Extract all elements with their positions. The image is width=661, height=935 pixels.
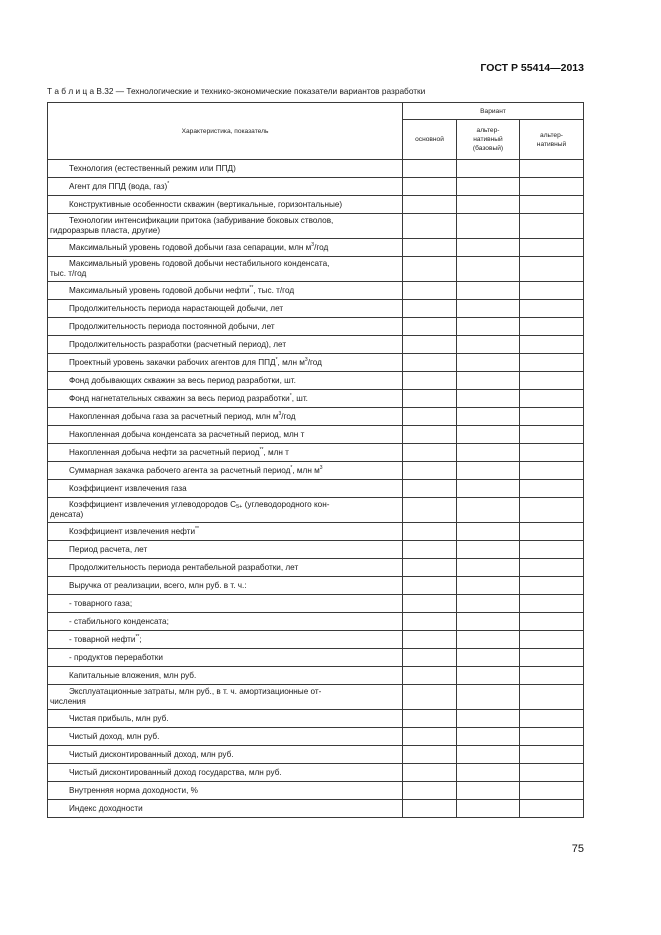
cell-alt-base [457, 613, 520, 631]
row-label: Коэффициент извлечения газа [48, 480, 403, 498]
row-label: - товарной нефти**; [48, 631, 403, 649]
cell-main [403, 372, 457, 390]
cell-alt-base [457, 728, 520, 746]
cell-alt-base [457, 318, 520, 336]
cell-main [403, 426, 457, 444]
table-row [48, 613, 584, 631]
table-row [48, 300, 584, 318]
row-label: Период расчета, лет [48, 541, 403, 559]
cell-main [403, 710, 457, 728]
cell-main [403, 336, 457, 354]
cell-main [403, 685, 457, 710]
cell-alt-base [457, 426, 520, 444]
row-label: Технологии интенсификации притока (забуривание боковых стволов, гидроразрыв пласта, другие) [48, 214, 403, 239]
table-row [48, 480, 584, 498]
cell-main [403, 160, 457, 178]
row-label: Продолжительность периода нарастающей добычи, лет [48, 300, 403, 318]
table-row [48, 764, 584, 782]
cell-alt-base [457, 196, 520, 214]
cell-alt-base [457, 160, 520, 178]
cell-alt-base [457, 559, 520, 577]
cell-alt [520, 257, 584, 282]
table-row [48, 631, 584, 649]
cell-alt [520, 408, 584, 426]
cell-alt [520, 214, 584, 239]
table-row [48, 559, 584, 577]
table-row [48, 728, 584, 746]
cell-alt-base [457, 462, 520, 480]
cell-main [403, 595, 457, 613]
cell-alt-base [457, 782, 520, 800]
table-caption: Т а б л и ц а В.32 — Технологические и технико-экономические показатели вариантов разработки [47, 86, 426, 96]
row-label: Накопленная добыча конденсата за расчетный период, млн т [48, 426, 403, 444]
cell-alt-base [457, 523, 520, 541]
cell-alt [520, 728, 584, 746]
column-header-alternative: альтер- нативный [520, 120, 584, 160]
row-label: Эксплуатационные затраты, млн руб., в т. ч. амортизационные от- числения [48, 685, 403, 710]
table-row [48, 498, 584, 523]
cell-alt-base [457, 577, 520, 595]
row-label: Выручка от реализации, всего, млн руб. в т. ч.: [48, 577, 403, 595]
cell-main [403, 444, 457, 462]
row-label: Проектный уровень закачки рабочих агентов для ППД*, млн $м^3$/год [48, 354, 403, 372]
cell-alt [520, 541, 584, 559]
cell-alt [520, 800, 584, 818]
cell-alt-base [457, 178, 520, 196]
row-label: Чистая прибыль, млн руб. [48, 710, 403, 728]
row-label: - продуктов переработки [48, 649, 403, 667]
cell-alt [520, 300, 584, 318]
table-row [48, 336, 584, 354]
cell-alt [520, 710, 584, 728]
row-label: Накопленная добыча газа за расчетный период, млн $м^3$/год [48, 408, 403, 426]
table-row [48, 390, 584, 408]
row-label: Чистый дисконтированный доход государства, млн руб. [48, 764, 403, 782]
cell-alt [520, 354, 584, 372]
cell-main [403, 728, 457, 746]
table-row [48, 196, 584, 214]
cell-alt-base [457, 444, 520, 462]
cell-main [403, 613, 457, 631]
cell-alt-base [457, 480, 520, 498]
cell-main [403, 282, 457, 300]
table-row [48, 523, 584, 541]
cell-alt [520, 764, 584, 782]
cell-alt-base [457, 372, 520, 390]
cell-alt-base [457, 685, 520, 710]
cell-alt [520, 426, 584, 444]
row-label: Максимальный уровень годовой добычи нестабильного конденсата, тыс. т/год [48, 257, 403, 282]
cell-main [403, 631, 457, 649]
row-label: Технология (естественный режим или ППД) [48, 160, 403, 178]
cell-alt [520, 498, 584, 523]
cell-main [403, 318, 457, 336]
cell-alt-base [457, 354, 520, 372]
table-row [48, 318, 584, 336]
cell-alt [520, 318, 584, 336]
cell-alt [520, 462, 584, 480]
cell-alt [520, 239, 584, 257]
cell-alt [520, 282, 584, 300]
row-label: Агент для ППД (вода, газ)* [48, 178, 403, 196]
table-row [48, 354, 584, 372]
cell-alt [520, 667, 584, 685]
cell-main [403, 462, 457, 480]
table-row [48, 541, 584, 559]
cell-main [403, 667, 457, 685]
row-label: Капитальные вложения, млн руб. [48, 667, 403, 685]
cell-alt [520, 336, 584, 354]
table-row [48, 710, 584, 728]
cell-alt-base [457, 710, 520, 728]
cell-alt [520, 613, 584, 631]
cell-main [403, 782, 457, 800]
cell-main [403, 239, 457, 257]
row-label: - стабильного конденсата; [48, 613, 403, 631]
column-header-main: основной [403, 120, 457, 160]
row-label: Конструктивные особенности скважин (вертикальные, горизонтальные) [48, 196, 403, 214]
cell-main [403, 257, 457, 282]
cell-alt-base [457, 300, 520, 318]
table-row [48, 462, 584, 480]
table-row [48, 178, 584, 196]
cell-main [403, 649, 457, 667]
cell-alt [520, 480, 584, 498]
row-label: Коэффициент извлечения нефти** [48, 523, 403, 541]
cell-alt-base [457, 746, 520, 764]
cell-main [403, 214, 457, 239]
cell-alt-base [457, 631, 520, 649]
row-label: Фонд нагнетательных скважин за весь период разработки*, шт. [48, 390, 403, 408]
cell-main [403, 577, 457, 595]
cell-main [403, 541, 457, 559]
row-label: Суммарная закачка рабочего агента за расчетный период*, млн $м^3$ [48, 462, 403, 480]
table-row [48, 746, 584, 764]
cell-main [403, 559, 457, 577]
cell-main [403, 480, 457, 498]
cell-main [403, 746, 457, 764]
column-header-indicator: Характеристика, показатель [48, 103, 403, 160]
cell-main [403, 523, 457, 541]
column-header-alternative-base: альтер- нативный (базовый) [457, 120, 520, 160]
table-row [48, 685, 584, 710]
table-row [48, 782, 584, 800]
cell-alt [520, 523, 584, 541]
cell-main [403, 196, 457, 214]
cell-alt [520, 559, 584, 577]
table-row [48, 408, 584, 426]
standard-designation: ГОСТ Р 55414—2013 [480, 62, 584, 74]
table-row [48, 160, 584, 178]
cell-main [403, 390, 457, 408]
cell-alt-base [457, 649, 520, 667]
cell-alt-base [457, 239, 520, 257]
row-label: Продолжительность периода постоянной добычи, лет [48, 318, 403, 336]
row-label: Фонд добывающих скважин за весь период разработки, шт. [48, 372, 403, 390]
page-number: 75 [571, 843, 584, 855]
column-header-variant: Вариант [403, 103, 584, 120]
cell-alt-base [457, 764, 520, 782]
cell-alt-base [457, 408, 520, 426]
table-row [48, 214, 584, 239]
table-row [48, 282, 584, 300]
row-label: Чистый дисконтированный доход, млн руб. [48, 746, 403, 764]
cell-main [403, 498, 457, 523]
table-row [48, 257, 584, 282]
row-label: Продолжительность периода рентабельной разработки, лет [48, 559, 403, 577]
cell-alt-base [457, 336, 520, 354]
row-label: Накопленная добыча нефти за расчетный период**, млн т [48, 444, 403, 462]
cell-main [403, 178, 457, 196]
cell-alt [520, 160, 584, 178]
table-row [48, 426, 584, 444]
cell-alt [520, 631, 584, 649]
table-row [48, 667, 584, 685]
row-label: Максимальный уровень годовой добычи газа сепарации, млн $м^3$/год [48, 239, 403, 257]
cell-alt [520, 444, 584, 462]
table-row [48, 649, 584, 667]
cell-alt-base [457, 214, 520, 239]
row-label: Индекс доходности [48, 800, 403, 818]
cell-main [403, 354, 457, 372]
cell-alt [520, 196, 584, 214]
indicators-table [47, 102, 584, 818]
cell-alt [520, 178, 584, 196]
cell-main [403, 300, 457, 318]
cell-alt-base [457, 667, 520, 685]
table-row [48, 444, 584, 462]
cell-alt [520, 685, 584, 710]
cell-alt-base [457, 595, 520, 613]
cell-alt [520, 649, 584, 667]
cell-alt [520, 577, 584, 595]
cell-alt-base [457, 390, 520, 408]
row-label: Продолжительность разработки (расчетный период), лет [48, 336, 403, 354]
cell-alt-base [457, 800, 520, 818]
cell-main [403, 800, 457, 818]
cell-alt-base [457, 541, 520, 559]
cell-alt-base [457, 257, 520, 282]
row-label: Внутренняя норма доходности, % [48, 782, 403, 800]
cell-main [403, 408, 457, 426]
row-label: Чистый доход, млн руб. [48, 728, 403, 746]
cell-main [403, 764, 457, 782]
table-row [48, 800, 584, 818]
table-row [48, 372, 584, 390]
cell-alt-base [457, 498, 520, 523]
cell-alt [520, 746, 584, 764]
table-row [48, 595, 584, 613]
cell-alt [520, 390, 584, 408]
row-label: - товарного газа; [48, 595, 403, 613]
cell-alt [520, 782, 584, 800]
row-label: Максимальный уровень годовой добычи нефти**, тыс. т/год [48, 282, 403, 300]
cell-alt [520, 372, 584, 390]
cell-alt [520, 595, 584, 613]
table-row [48, 577, 584, 595]
table-row [48, 239, 584, 257]
cell-alt-base [457, 282, 520, 300]
row-label: Коэффициент извлечения углеводородов $C_{5+}$ (углеводородного кон- денсата) [48, 498, 403, 523]
